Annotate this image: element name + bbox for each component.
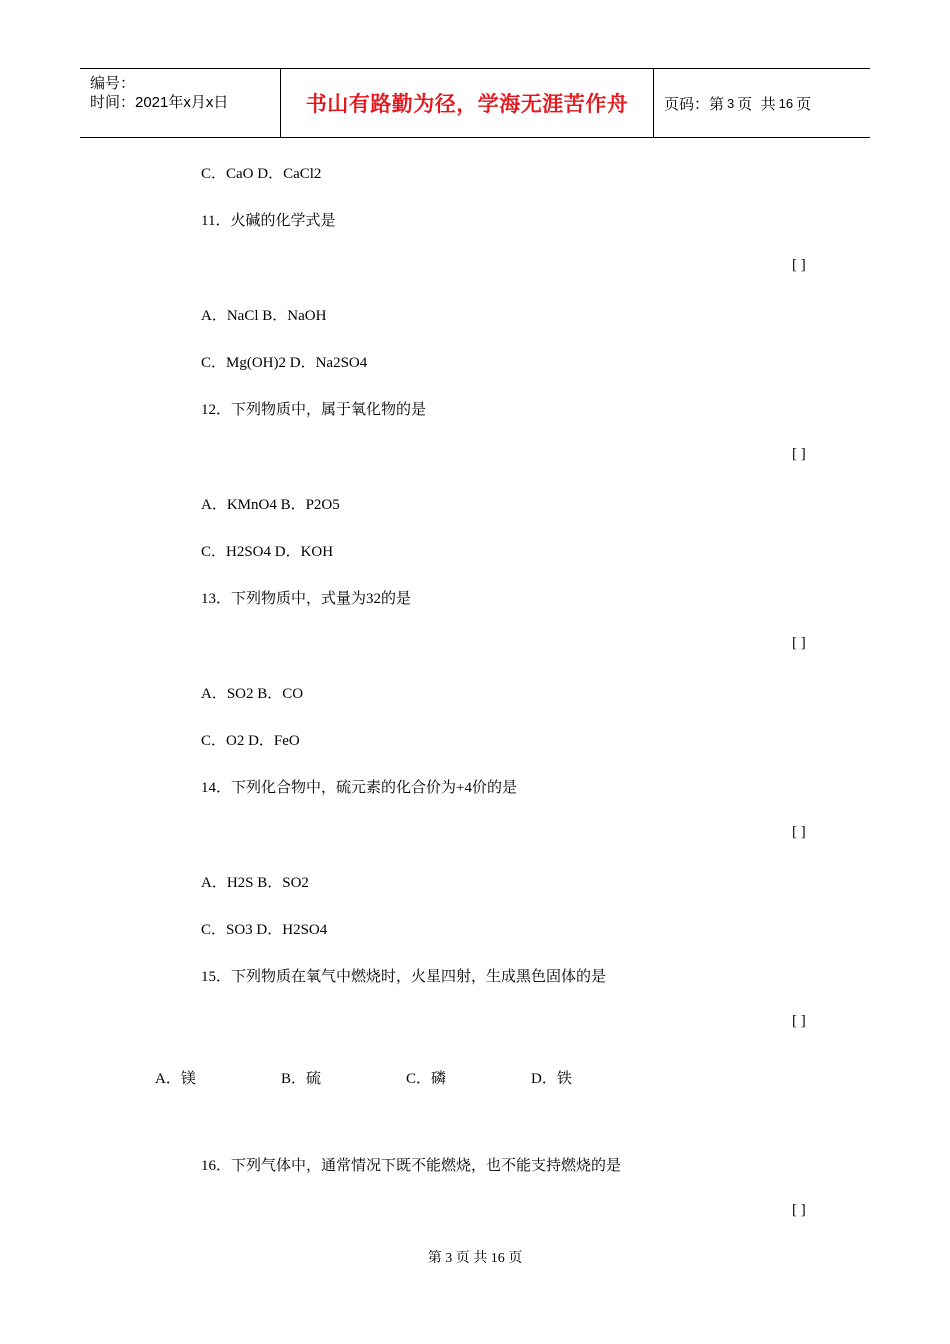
answer-bracket: [ ] [792,257,806,273]
q15-option-d: D．铁 [531,1071,572,1087]
option-line: C．H2SO4 D．KOH [201,544,334,560]
question-13: 13．下列物质中，式量为32的是 [201,591,412,607]
option-line: C．SO3 D．H2SO4 [201,922,328,938]
option-line: C．O2 D．FeO [201,733,300,749]
page-suffix: 页 [796,95,812,113]
page-number: 3 [727,95,735,111]
question-15: 15．下列物质在氧气中燃烧时，火星四射，生成黑色固体的是 [201,969,607,985]
option-line: A．KMnO4 B．P2O5 [201,497,340,513]
answer-bracket: [ ] [792,824,806,840]
answer-bracket: [ ] [792,1202,806,1218]
header-left-cell [80,69,281,137]
motto: 书山有路勤为径，学海无涯苦作舟 [305,92,629,116]
q15-option-b: B．硫 [281,1071,322,1087]
time-label: 时间：2021年x月x日 [90,94,229,111]
page-mid: 页 共 [737,95,776,113]
question-12: 12．下列物质中，属于氧化物的是 [201,402,427,418]
serial-label: 编号： [90,75,136,92]
option-line: A．NaCl B．NaOH [201,308,327,324]
q15-option-a: A．镁 [155,1071,196,1087]
question-14: 14．下列化合物中，硫元素的化合价为+4价的是 [201,780,517,796]
option-line: C．Mg(OH)2 D．Na2SO4 [201,355,368,371]
header-table [80,68,870,138]
header-motto-cell [281,69,654,137]
page-footer: 第 3 页 共 16 页 [427,1251,523,1266]
answer-bracket: [ ] [792,1013,806,1029]
header-page-cell [654,69,870,137]
option-line: A．H2S B．SO2 [201,875,309,891]
answer-bracket: [ ] [792,635,806,651]
page-prefix: 页码：第 [664,95,725,113]
question-16: 16．下列气体中，通常情况下既不能燃烧，也不能支持燃烧的是 [201,1158,622,1174]
option-line: A．SO2 B．CO [201,686,304,702]
option-line: C．CaO D．CaCl2 [201,166,322,182]
answer-bracket: [ ] [792,446,806,462]
page-total: 16 [778,95,794,111]
question-11: 11．火碱的化学式是 [201,213,336,229]
q15-option-c: C．磷 [406,1071,447,1087]
